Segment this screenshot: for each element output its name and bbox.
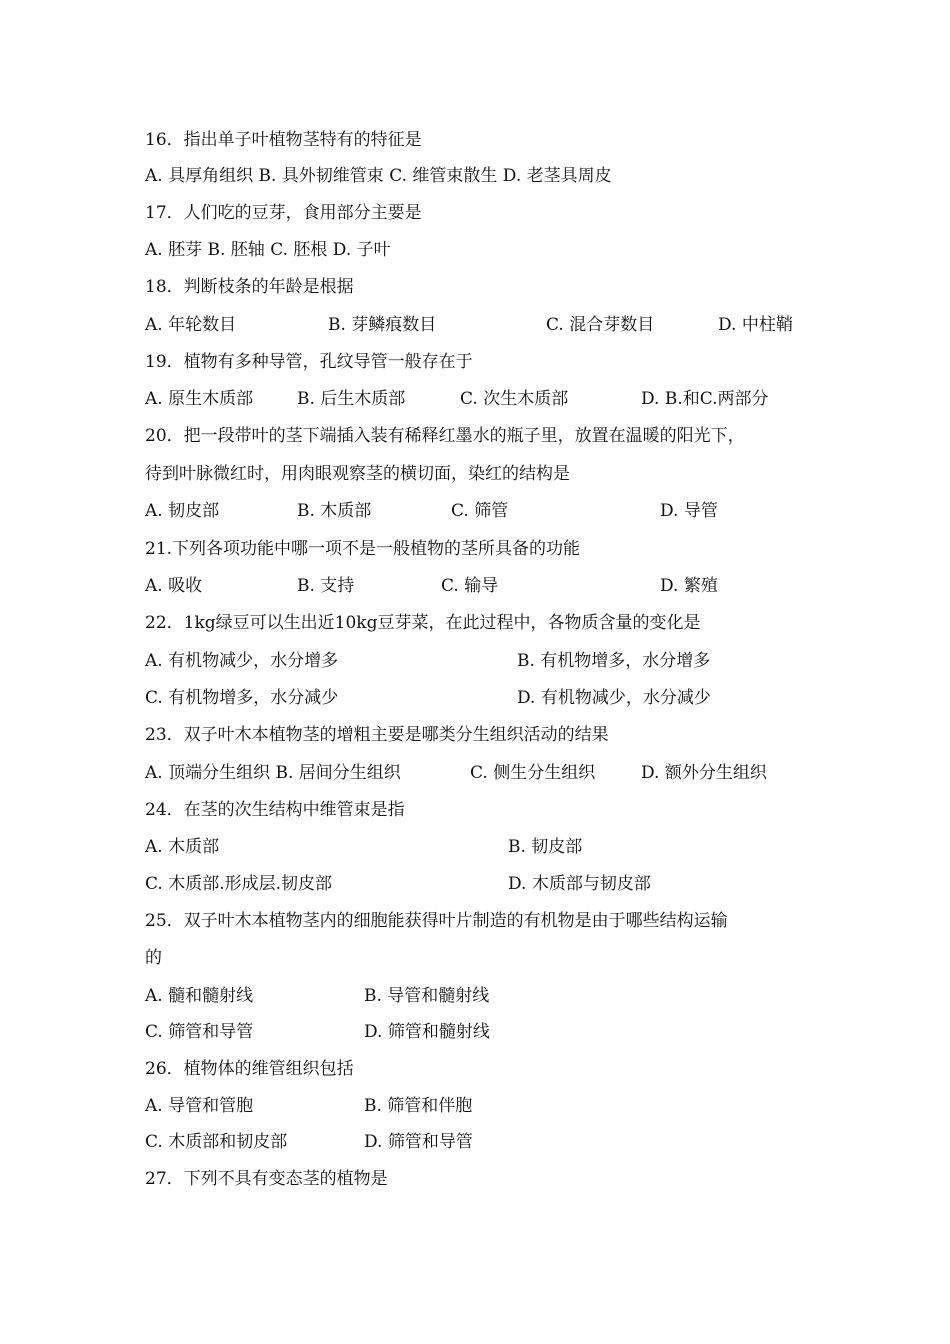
question-20-option-b: B. 木质部: [297, 501, 372, 521]
question-26-stem: 26．植物体的维管组织包括: [145, 1059, 354, 1079]
question-19-option-b: B. 后生木质部: [297, 389, 406, 409]
question-25-option-d: D. 筛管和髓射线: [364, 1022, 490, 1042]
question-19-option-d: D. B.和C.两部分: [641, 389, 769, 409]
question-18-option-d: D. 中柱鞘: [718, 315, 793, 335]
question-16-stem: 16．指出单子叶植物茎特有的特征是: [145, 130, 422, 150]
question-25-option-a: A. 髓和髓射线: [145, 986, 254, 1006]
question-21-option-d: D. 繁殖: [660, 576, 718, 596]
question-23-option-d: D. 额外分生组织: [641, 763, 767, 783]
question-22-option-c: C. 有机物增多，水分减少: [145, 688, 339, 708]
question-26-option-c: C. 木质部和韧皮部: [145, 1132, 288, 1152]
question-26-option-b: B. 筛管和伴胞: [364, 1096, 473, 1116]
question-16-options: A. 具厚角组织 B. 具外韧维管束 C. 维管束散生 D. 老茎具周皮: [145, 166, 612, 186]
question-22-option-d: D. 有机物减少，水分减少: [517, 688, 711, 708]
question-21-stem: 21.下列各项功能中哪一项不是一般植物的茎所具备的功能: [145, 539, 581, 559]
question-23-option-ab: A. 顶端分生组织 B. 居间分生组织: [145, 763, 401, 783]
question-17-options: A. 胚芽 B. 胚轴 C. 胚根 D. 子叶: [145, 240, 391, 260]
question-20-option-c: C. 筛管: [451, 501, 509, 521]
question-24-option-b: B. 韧皮部: [508, 837, 583, 857]
question-19-stem: 19．植物有多种导管，孔纹导管一般存在于: [145, 352, 473, 372]
question-20-option-a: A. 韧皮部: [145, 501, 220, 521]
question-18-option-b: B. 芽鳞痕数目: [328, 315, 437, 335]
question-21-option-a: A. 吸收: [145, 576, 203, 596]
question-23-stem: 23．双子叶木本植物茎的增粗主要是哪类分生组织活动的结果: [145, 725, 609, 745]
question-17-stem: 17．人们吃的豆芽，食用部分主要是: [145, 203, 422, 223]
question-24-stem: 24．在茎的次生结构中维管束是指: [145, 800, 405, 820]
question-23-option-c: C. 侧生分生组织: [470, 763, 596, 783]
question-26-option-a: A. 导管和管胞: [145, 1096, 254, 1116]
question-25-option-b: B. 导管和髓射线: [364, 986, 490, 1006]
question-20-option-d: D. 导管: [660, 501, 718, 521]
question-18-option-c: C. 混合芽数目: [546, 315, 655, 335]
question-22-option-b: B. 有机物增多，水分增多: [517, 651, 711, 671]
question-27-stem: 27．下列不具有变态茎的植物是: [145, 1169, 388, 1189]
question-20-stem-line-2: 待到叶脉微红时，用肉眼观察茎的横切面，染红的结构是: [145, 464, 570, 484]
question-22-stem: 22．1kg绿豆可以生出近10kg豆芽菜，在此过程中，各物质含量的变化是: [145, 613, 701, 633]
question-18-stem: 18．判断枝条的年龄是根据: [145, 277, 354, 297]
question-20-stem-line-1: 20．把一段带叶的茎下端插入装有稀释红墨水的瓶子里，放置在温暖的阳光下，: [145, 426, 745, 446]
question-22-option-a: A. 有机物减少，水分增多: [145, 651, 339, 671]
question-25-stem-line-1: 25．双子叶木本植物茎内的细胞能获得叶片制造的有机物是由于哪些结构运输: [145, 911, 728, 931]
question-18-option-a: A. 年轮数目: [145, 315, 237, 335]
question-25-option-c: C. 筛管和导管: [145, 1022, 254, 1042]
question-19-option-a: A. 原生木质部: [145, 389, 254, 409]
question-21-option-c: C. 输导: [441, 576, 499, 596]
question-24-option-d: D. 木质部与韧皮部: [508, 874, 651, 894]
question-19-option-c: C. 次生木质部: [460, 389, 569, 409]
question-24-option-c: C. 木质部.形成层.韧皮部: [145, 874, 333, 894]
question-26-option-d: D. 筛管和导管: [364, 1132, 473, 1152]
question-24-option-a: A. 木质部: [145, 837, 220, 857]
question-25-stem-line-2: 的: [145, 948, 162, 968]
question-21-option-b: B. 支持: [297, 576, 355, 596]
